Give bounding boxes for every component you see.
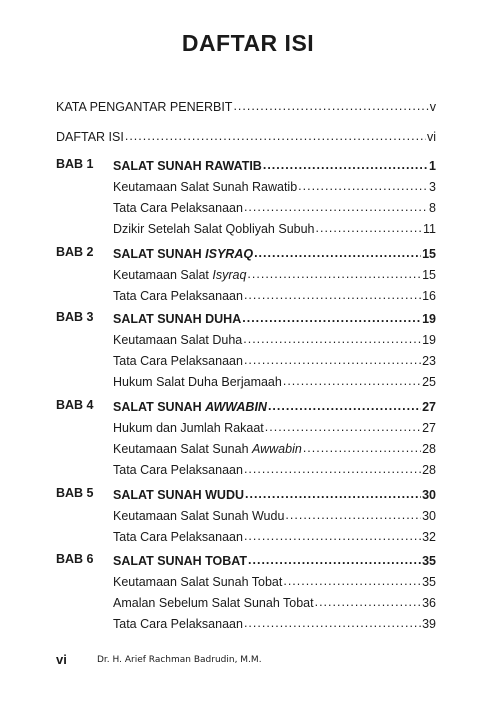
toc-subentry[interactable] [113, 573, 436, 589]
toc-leader-dots [247, 266, 421, 279]
chapter-page: 27 [422, 399, 436, 414]
toc-subentry[interactable] [113, 266, 436, 282]
subentry-label: Tata Cara Pelaksanaan [113, 529, 243, 544]
toc-subentry[interactable] [113, 615, 436, 631]
subentry-label: Hukum dan Jumlah Rakaat [113, 420, 264, 435]
chapter-title: SALAT SUNAH WUDU [113, 487, 245, 502]
subentry-label: Dzikir Setelah Salat Qobliyah Subuh [113, 221, 315, 236]
subentry-page: 3 [429, 179, 436, 194]
chapter-title: SALAT SUNAH TOBAT [113, 553, 248, 568]
toc-subentry[interactable] [113, 373, 436, 389]
footer-page-number: vi [56, 652, 67, 667]
subentry-page: 28 [422, 462, 436, 477]
toc-leader-dots [298, 178, 428, 191]
subentry-label: Hukum Salat Duha Berjamaah [113, 374, 282, 389]
subentry-page: 11 [423, 221, 436, 236]
toc-leader-dots [233, 98, 428, 111]
toc-chapter-entry[interactable] [113, 310, 436, 326]
chapter-title: SALAT SUNAH RAWATIB [113, 158, 262, 173]
footer-author: Dr. H. Arief Rachman Badrudin, M.M. [97, 655, 262, 665]
toc-leader-dots [244, 528, 421, 541]
subentry-label: Amalan Sebelum Salat Sunah Tobat [113, 595, 314, 610]
chapter-page: 1 [429, 158, 436, 173]
subentry-page: 8 [429, 200, 436, 215]
toc-leader-dots [316, 220, 423, 233]
toc-entry-label: KATA PENGANTAR PENERBIT [56, 99, 233, 114]
subentry-label: Tata Cara Pelaksanaan [113, 200, 243, 215]
chapter-page: 19 [422, 311, 436, 326]
toc-subentry[interactable] [113, 331, 436, 347]
subentry-label: Keutamaan Salat Sunah Rawatib [113, 179, 298, 194]
subentry-page: 15 [422, 267, 436, 282]
toc-leader-dots [268, 398, 421, 411]
toc-subentry[interactable] [113, 507, 436, 523]
chapter-number: BAB 5 [56, 486, 94, 500]
toc-leader-dots [244, 199, 428, 212]
subentry-label: Tata Cara Pelaksanaan [113, 462, 243, 477]
toc-chapter-entry[interactable] [113, 486, 436, 502]
subentry-page: 19 [422, 332, 436, 347]
subentry-page: 39 [422, 616, 436, 631]
subentry-label: Keutamaan Salat Duha [113, 332, 243, 347]
subentry-page: 35 [422, 574, 436, 589]
chapter-page: 35 [422, 553, 436, 568]
toc-leader-dots [285, 507, 421, 520]
toc-leader-dots [242, 310, 421, 323]
chapter-number: BAB 6 [56, 552, 94, 566]
toc-subentry[interactable] [113, 199, 436, 215]
subentry-label: Tata Cara Pelaksanaan [113, 616, 243, 631]
toc-chapter-entry[interactable] [113, 552, 436, 568]
toc-entry-front[interactable] [56, 98, 436, 114]
toc-leader-dots [248, 552, 421, 565]
subentry-page: 30 [422, 508, 436, 523]
toc-subentry[interactable] [113, 352, 436, 368]
subentry-label: Keutamaan Salat Sunah Wudu [113, 508, 285, 523]
toc-leader-dots [254, 245, 421, 258]
toc-subentry[interactable] [113, 220, 436, 236]
subentry-page: 25 [422, 374, 436, 389]
toc-chapter-entry[interactable] [113, 157, 436, 173]
toc-leader-dots [244, 461, 421, 474]
toc-leader-dots [315, 594, 421, 607]
toc-entry-page: v [429, 99, 436, 114]
subentry-page: 28 [422, 441, 436, 456]
chapter-title: SALAT SUNAH AWWABIN [113, 399, 267, 414]
toc-leader-dots [244, 287, 421, 300]
toc-leader-dots [125, 128, 426, 141]
subentry-page: 27 [422, 420, 436, 435]
toc-chapter-entry[interactable] [113, 245, 436, 261]
toc-subentry[interactable] [113, 178, 436, 194]
toc-chapter-entry[interactable] [113, 398, 436, 414]
toc-subentry[interactable] [113, 419, 436, 435]
subentry-page: 32 [422, 529, 436, 544]
toc-subentry[interactable] [113, 461, 436, 477]
chapter-title: SALAT SUNAH DUHA [113, 311, 242, 326]
toc-entry-label: DAFTAR ISI [56, 129, 124, 144]
toc-entry-page: vi [426, 129, 436, 144]
subentry-page: 16 [422, 288, 436, 303]
toc-subentry[interactable] [113, 287, 436, 303]
toc-leader-dots [243, 331, 421, 344]
chapter-number: BAB 2 [56, 245, 94, 259]
subentry-label: Keutamaan Salat Isyraq [113, 267, 247, 282]
chapter-number: BAB 4 [56, 398, 94, 412]
subentry-label: Tata Cara Pelaksanaan [113, 353, 243, 368]
toc-subentry[interactable] [113, 440, 436, 456]
toc-subentry[interactable] [113, 594, 436, 610]
chapter-page: 15 [422, 246, 436, 261]
chapter-number: BAB 1 [56, 157, 94, 171]
toc-leader-dots [283, 373, 421, 386]
subentry-page: 23 [422, 353, 436, 368]
toc-leader-dots [263, 157, 428, 170]
chapter-number: BAB 3 [56, 310, 94, 324]
toc-leader-dots [303, 440, 421, 453]
toc-leader-dots [283, 573, 421, 586]
subentry-label: Keutamaan Salat Sunah Tobat [113, 574, 283, 589]
subentry-label: Tata Cara Pelaksanaan [113, 288, 243, 303]
page-title: DAFTAR ISI [181, 30, 315, 56]
toc-leader-dots [265, 419, 421, 432]
subentry-label: Keutamaan Salat Sunah Awwabin [113, 441, 302, 456]
toc-leader-dots [244, 352, 421, 365]
subentry-page: 36 [422, 595, 436, 610]
chapter-page: 30 [422, 487, 436, 502]
toc-entry-front[interactable] [56, 128, 436, 144]
chapter-title: SALAT SUNAH ISYRAQ [113, 246, 254, 261]
toc-subentry[interactable] [113, 528, 436, 544]
toc-leader-dots [244, 615, 421, 628]
toc-leader-dots [245, 486, 421, 499]
